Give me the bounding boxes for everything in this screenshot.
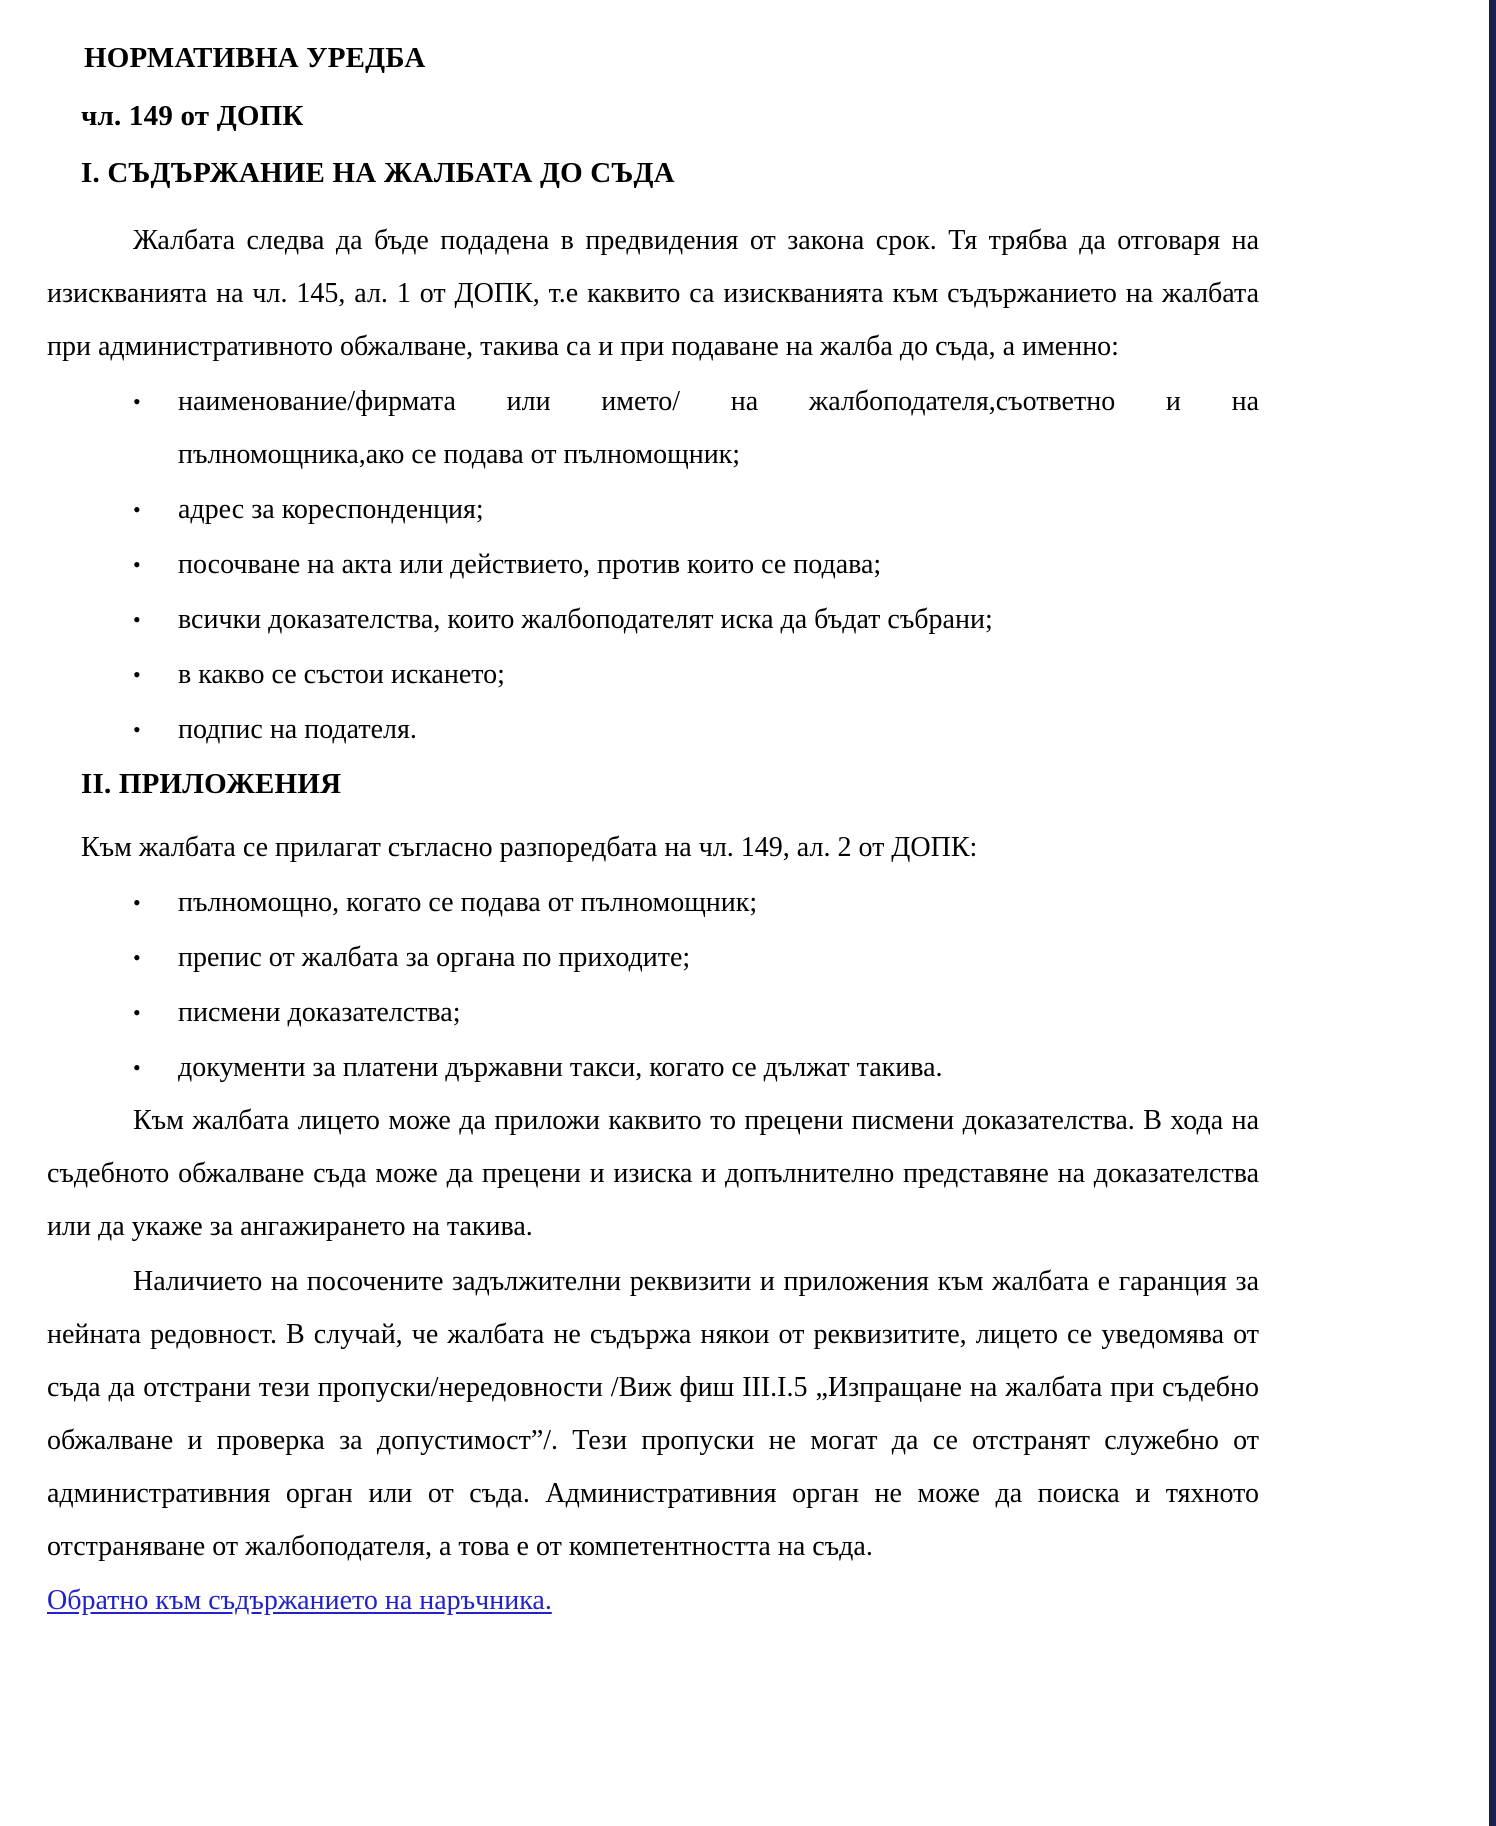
list-item-label: в какво се състои искането;	[178, 659, 505, 690]
list-item-label-continued: пълномощника,ако се подава от пълномощник;	[178, 439, 741, 470]
list-item-label: писмени доказателства;	[178, 997, 461, 1028]
bullet-icon: •	[133, 945, 141, 970]
section-2-bullet-list	[47, 876, 1259, 1094]
section-2-intro-paragraph: Към жалбата се прилагат съгласно разпоредбата на чл. 149, ал. 2 от ДОПК:	[81, 832, 978, 863]
bullet-icon: •	[133, 662, 141, 687]
list-item	[47, 876, 1259, 929]
bullet-icon: •	[133, 497, 141, 522]
section-1-bullet-list	[47, 375, 1259, 756]
section-2-intro-block	[47, 821, 1259, 874]
list-item	[47, 593, 1259, 646]
section-heading-1: I. СЪДЪРЖАНИЕ НА ЖАЛБАТА ДО СЪДА	[81, 157, 675, 189]
list-item-label: посочване на акта или действието, против които се подава;	[178, 549, 882, 580]
list-item	[47, 1041, 1259, 1094]
bullet-icon: •	[133, 607, 141, 632]
list-item	[47, 986, 1259, 1039]
back-link-row	[47, 1577, 1259, 1625]
section-1-intro-paragraph: Жалбата следва да бъде подадена в предвидения от закона срок. Тя трябва да отговаря на изискванията на чл. 145, ал. 1 от ДОПК, т.е каквито са изискванията към съдържанието на жалбата при административното обжалване, такива са и при подаване на жалба до съда, а именно:	[47, 225, 1259, 362]
section-1-intro-block	[47, 214, 1259, 373]
list-item	[47, 703, 1259, 756]
page-right-border	[1489, 0, 1496, 1826]
list-item-label: пълномощно, когато се подава от пълномощник;	[178, 887, 758, 918]
bullet-icon: •	[133, 717, 141, 742]
list-item-label: всички доказателства, които жалбоподателят иска да бъдат събрани;	[178, 604, 993, 635]
bullet-icon: •	[133, 1000, 141, 1025]
list-item	[47, 375, 1259, 481]
list-item	[47, 538, 1259, 591]
list-item-label: препис от жалбата за органа по приходите;	[178, 942, 691, 973]
list-item	[47, 931, 1259, 984]
document-content	[47, 44, 1259, 1625]
bullet-icon: •	[133, 1055, 141, 1080]
list-item	[47, 648, 1259, 701]
closing-paragraph-2: Наличието на посочените задължителни реквизити и приложения към жалбата е гаранция за нейната редовност. В случай, че жалбата не съдържа някои от реквизитите, лицето се уведомява от съда да отстрани тези пропуски/нередовности /Виж фиш III.I.5 „Изпращане на жалбата при съдебно обжалване и проверка за допустимост”/. Тези пропуски не могат да се отстранят служебно от административния орган или от съда. Административния орган не може да поиска и тяхното отстраняване от жалбоподателя, а това е от компетентността на съда.	[47, 1266, 1259, 1562]
list-item-label: наименование/фирмата или името/ на жалбоподателя,съответно и на	[178, 386, 1259, 417]
section-heading-2: II. ПРИЛОЖЕНИЯ	[81, 768, 342, 800]
list-item-label: документи за платени държавни такси, когато се дължат такива.	[178, 1052, 943, 1083]
list-item	[47, 483, 1259, 536]
back-to-contents-link[interactable]: Обратно към съдържанието на наръчника.	[47, 1585, 552, 1616]
document-title: НОРМАТИВНА УРЕДБА	[84, 42, 426, 74]
bullet-icon: •	[133, 552, 141, 577]
bullet-icon: •	[133, 389, 141, 414]
closing-paragraph-1: Към жалбата лицето може да приложи каквито то прецени писмени доказателства. В хода на съдебното обжалване съда може да прецени и изиска и допълнително представяне на доказателства или да укаже за ангажирането на такива.	[47, 1105, 1259, 1242]
page-right-border-gap	[1486, 0, 1489, 1826]
closing-paragraph-2-block	[47, 1255, 1259, 1573]
list-item-label: адрес за кореспонденция;	[178, 494, 484, 525]
document-subtitle: чл. 149 от ДОПК	[81, 100, 304, 132]
list-item-label: подпис на подателя.	[178, 714, 417, 745]
closing-paragraph-1-block	[47, 1094, 1259, 1253]
bullet-icon: •	[133, 890, 141, 915]
